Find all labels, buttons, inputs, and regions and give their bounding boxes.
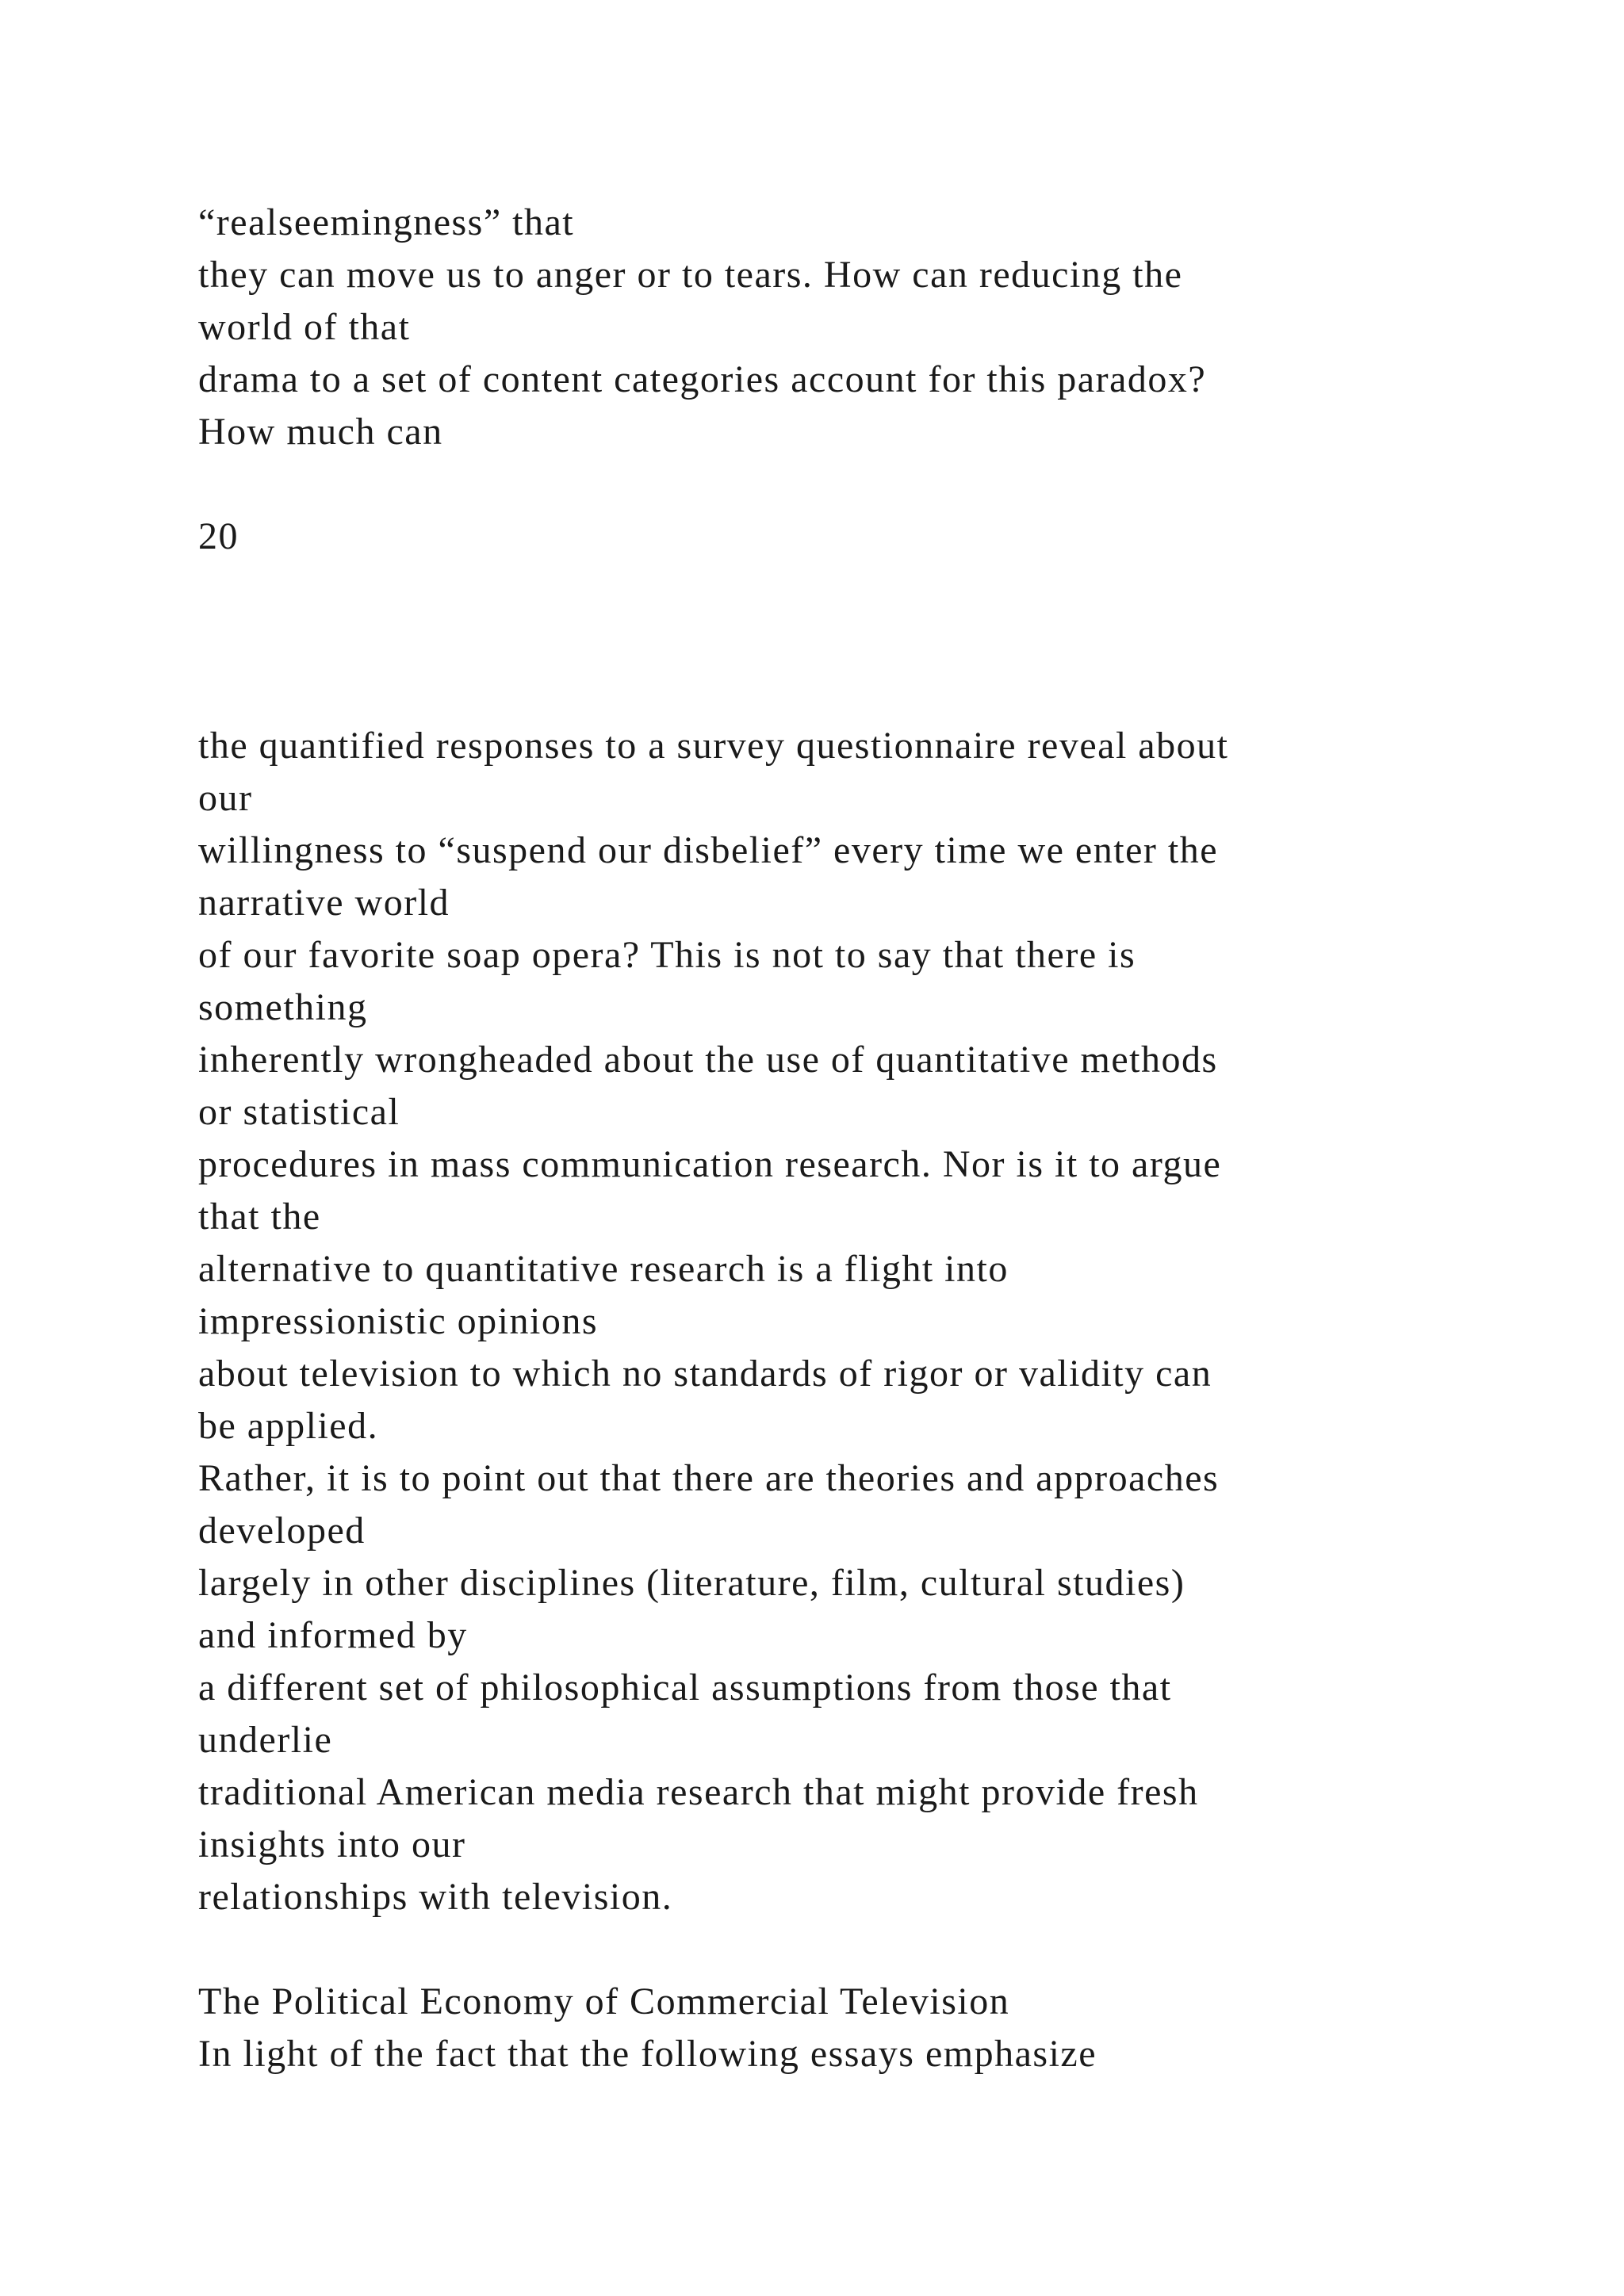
text-line: How much can bbox=[198, 411, 443, 453]
text-line: Rather, it is to point out that there are theories and approaches bbox=[198, 1457, 1220, 1499]
text-line: world of that bbox=[198, 306, 411, 348]
section-heading: The Political Economy of Commercial Television bbox=[198, 1980, 1010, 2022]
text-line: that the bbox=[198, 1196, 321, 1238]
text-line: and informed by bbox=[198, 1614, 468, 1656]
text-line: they can move us to anger or to tears. How can reducing the bbox=[198, 254, 1183, 296]
text-line: of our favorite soap opera? This is not to say that there is bbox=[198, 934, 1136, 976]
text-line: be applied. bbox=[198, 1405, 379, 1447]
text-line: our bbox=[198, 777, 253, 819]
text-line: relationships with television. bbox=[198, 1876, 673, 1918]
text-line: impressionistic opinions bbox=[198, 1300, 598, 1342]
text-line: or statistical bbox=[198, 1091, 400, 1133]
text-line: the quantified responses to a survey questionnaire reveal about bbox=[198, 725, 1229, 767]
text-line: traditional American media research that might provide fresh bbox=[198, 1771, 1199, 1813]
text-line: developed bbox=[198, 1510, 366, 1552]
text-line: a different set of philosophical assumptions from those that bbox=[198, 1667, 1172, 1709]
text-line: largely in other disciplines (literature, film, cultural studies) bbox=[198, 1562, 1185, 1604]
text-line: procedures in mass communication research. Nor is it to argue bbox=[198, 1143, 1222, 1185]
text-line: drama to a set of content categories account for this paradox? bbox=[198, 358, 1207, 400]
text-line: insights into our bbox=[198, 1823, 466, 1866]
page-number: 20 bbox=[198, 515, 239, 557]
text-line: In light of the fact that the following essays emphasize bbox=[198, 2033, 1097, 2075]
text-line: “realseemingness” that bbox=[198, 201, 575, 243]
text-line: inherently wrongheaded about the use of quantitative methods bbox=[198, 1039, 1218, 1081]
text-line: underlie bbox=[198, 1719, 333, 1761]
text-line: something bbox=[198, 986, 368, 1028]
text-line: willingness to “suspend our disbelief” every time we enter the bbox=[198, 829, 1218, 871]
text-line: alternative to quantitative research is a flight into bbox=[198, 1248, 1009, 1290]
text-line: about television to which no standards of rigor or validity can bbox=[198, 1353, 1212, 1395]
text-line: narrative world bbox=[198, 882, 450, 924]
